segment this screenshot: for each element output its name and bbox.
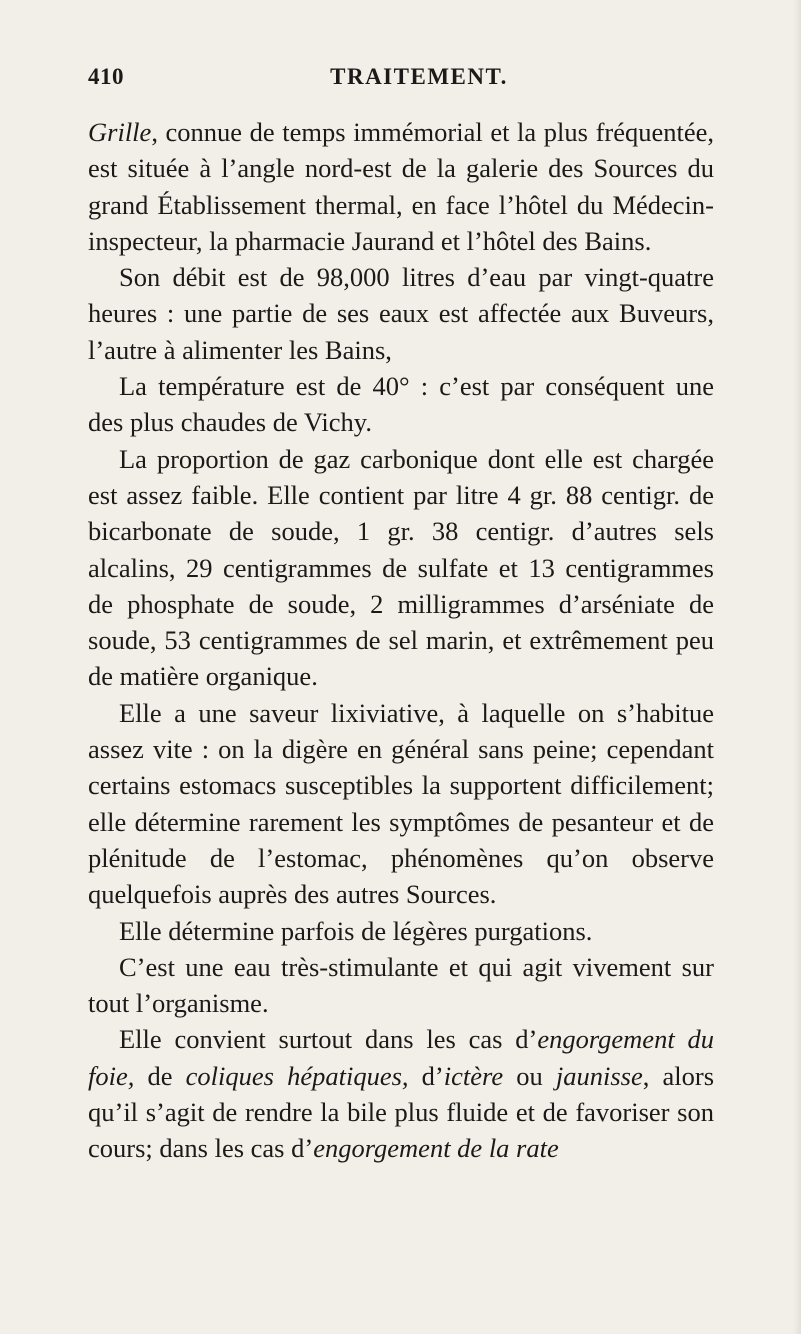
text-run: Elle convient surtout dans les cas d’ xyxy=(119,1024,538,1055)
italic-term: coliques hépatiques, xyxy=(185,1060,409,1091)
italic-term: engorgement de la rate xyxy=(313,1133,559,1164)
paragraph-p3 xyxy=(88,368,714,441)
paragraph-p5 xyxy=(88,695,714,913)
text-run: Elle détermine parfois de légères purgations. xyxy=(119,915,593,946)
paragraph-p8 xyxy=(88,1021,714,1166)
text-run: , connue de temps immémorial et la plus fréquentée, est située à l’angle nord-est de la galerie des Sources du grand Établissement thermal, en face l’hôtel du Médecin-inspecteur, la pharmacie Jaurand et l’hôtel des Bains. xyxy=(88,117,714,256)
text-run: Elle a une saveur lixiviative, à laquelle on s’habitue assez vite : on la digère en général sans peine; cependant certains estomacs susceptibles la supportent difficilement; elle détermine rarement les symptômes de pesanteur et de plénitude de l’estomac, phénomènes qu’on observe quelquefois auprès des autres Sources. xyxy=(88,697,714,910)
text-run: La température est de 40° : c’est par conséquent une des plus chaudes de Vichy. xyxy=(88,371,714,438)
paragraph-p2 xyxy=(88,259,714,368)
paragraph-p4 xyxy=(88,441,714,695)
text-run: ou xyxy=(503,1060,556,1091)
running-title: TRAITEMENT. xyxy=(330,64,508,89)
paragraph-p1 xyxy=(88,114,714,259)
text-run: d’ xyxy=(408,1060,444,1091)
page-edge xyxy=(793,0,801,1334)
italic-term: engorgement du foie, xyxy=(88,1024,714,1091)
text-run: de xyxy=(134,1060,186,1091)
page-number: 410 xyxy=(88,64,124,89)
italic-term: jaunisse xyxy=(555,1060,643,1091)
text-run: C’est une eau très-stimulante et qui agit vivement sur tout l’organisme. xyxy=(88,951,714,1019)
italic-term: Grille xyxy=(88,117,152,147)
italic-term: ictère xyxy=(443,1060,504,1091)
body-text xyxy=(88,114,714,1167)
paragraph-p7 xyxy=(88,949,714,1022)
text-run: Son débit est de 98,000 litres d’eau par vingt-quatre heures : une partie de ses eaux est affectée aux Buveurs, l’autre à alimenter les Bains, xyxy=(88,262,714,365)
text-run: , alors qu’il s’agit de rendre la bile plus fluide et de favoriser son cours; dans les cas d’ xyxy=(88,1060,715,1164)
text-run: La proportion de gaz carbonique dont elle est chargée est assez faible. Elle contient par litre 4 gr. 88 centigr. de bicarbonate de soude, 1 gr. 38 centigr. d’autres sels alcalins, 29 centigrammes de sulfate et 13 centigrammes de phosphate de soude, 2 milligrammes d’arséniate de soude, 53 centigrammes de sel marin, et extrêmement peu de matière organique. xyxy=(88,443,714,692)
paragraph-p6 xyxy=(88,913,714,949)
page-header xyxy=(88,64,720,98)
